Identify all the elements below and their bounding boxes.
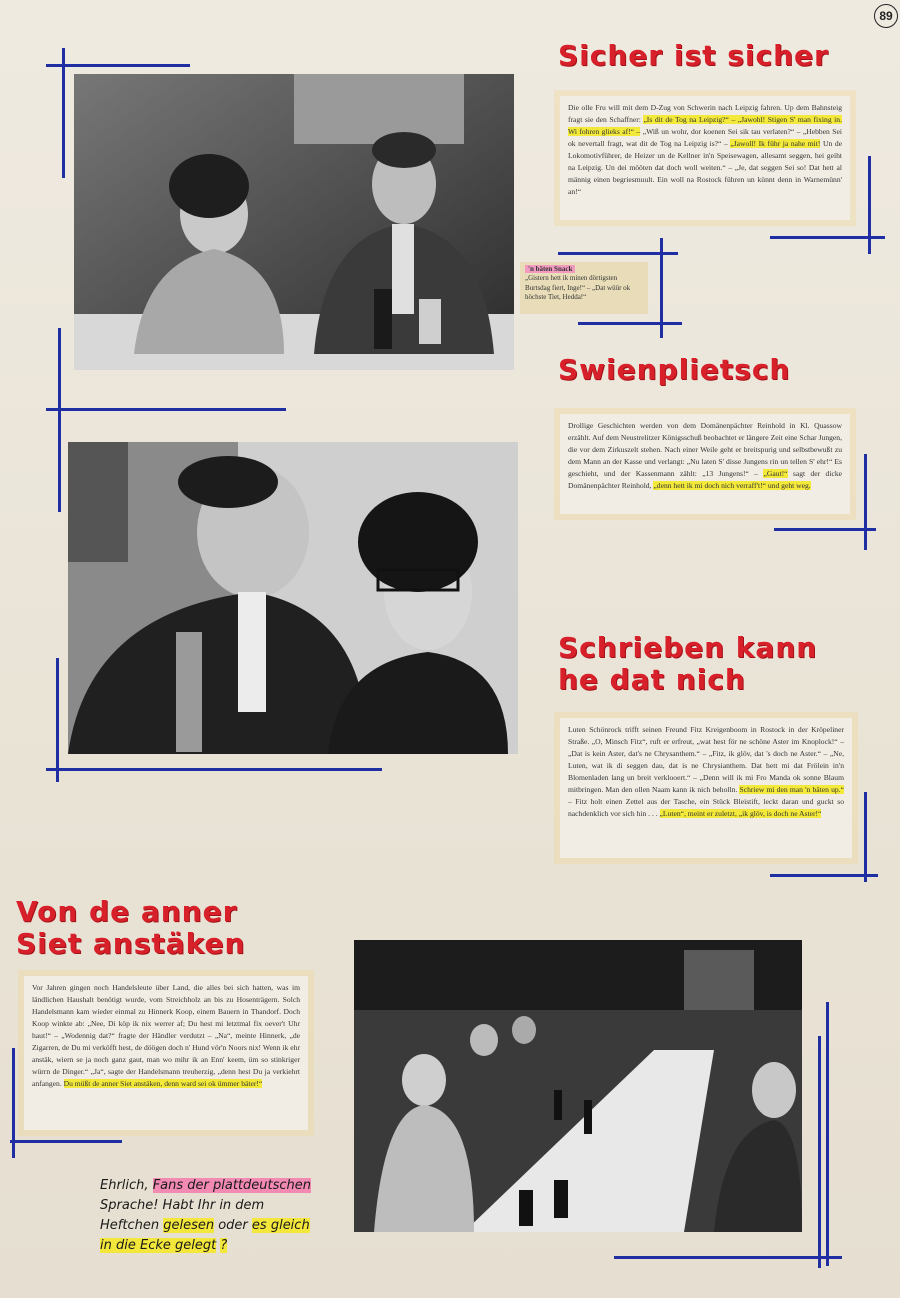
article-schrieben-kann: [560, 718, 852, 858]
handwritten-note: Ehrlich, Fans der plattdeutschen Sprache! Habt Ihr in dem Heftchen gelesen oder es gleich in die Ecke gelegt ?: [100, 1178, 312, 1254]
blue-rule: [62, 48, 65, 178]
blue-rule: [10, 1140, 122, 1143]
page-number: 89: [874, 4, 898, 28]
blue-rule: [868, 156, 871, 254]
snack-tag: 'n bäten Snack: [525, 265, 575, 273]
snack-clipping: [520, 262, 648, 314]
blue-rule: [774, 528, 876, 531]
blue-rule: [864, 454, 867, 550]
blue-rule: [578, 322, 682, 325]
blue-rule: [46, 768, 382, 771]
blue-rule: [818, 1036, 821, 1268]
article-text: Vor Jahren gingen noch Handelsleute über Land, die alles bei sich hatten, was im ländlichen Haushalt benötigt wurde, vom Streichholz an bis zu Hosenträgern. Solch Handelsmann kam wieder einmal zu Hinnerk Koop, einem Bauern in Thandorf. Doch Koop winkte ab: „Nee, Di köp ik nix werrer af; Du hest mi letztmal fix oever't Uhr haut!“ – „Wodennig dat?“ fragte der Händler verdutzt – „Na“, meinte Hinnerk, „de Zigarren, de Du mi verköfft hest, de döögen doch n' Hund vör'n Noors nix! Wenn ik ehr anstäk, wiern se ja noch ganz gaut, man wo mihr ik an Enn' keem, üm so stinkriger würrn de Dinger.“ „Ja“, sagte der Handelsmann treuherzig, „denn hest Du ja verkiehrt anfangen. Du müßt de anner Siet anstäken, denn ward sei ok ümmer bäter!“: [32, 983, 300, 1088]
article-von-de-anner: [24, 976, 308, 1130]
article-text: Die olle Fru will mit dem D-Zug von Schwerin nach Leipzig fahren. Up dem Bahnsteig fragt sie den Schaffner: „Is dit de Tog na Leipzig?“ – „Jawohl! Stigen S' man fixing in. Wi fohren glieks af!“ – „Wiß un wohr, dor koenen Sei sik tau verlaten?“ – „Hebben Sei ok nevertall fragt, wat dit de Tog na Leipzig is?“ – „Jawoll! Ik führ ja nahe mit! Un de Lokomotivführer, de Heizer un de Kellner in'n Speisewagen, allesamt seggen, hei geiht na Leipzig. Un dei mööten dat doch woll weiten.“ – „Je, dat seggen Sei so! Dat hett al männig einen begriesmuult. Ein woll na Rostock führen un künnt denn in Warnemünn' an!“: [568, 103, 842, 196]
blue-rule: [46, 64, 190, 67]
blue-rule: [864, 792, 867, 882]
headline-swienplietsch: Swienplietsch: [558, 353, 791, 386]
snack-text: „Gistern hett ik minen dörtigsten Burtsdag fiert, Inge!“ – „Dat wüür ok höchste Tiet, Hedda!“: [525, 274, 631, 302]
photo-couple-at-table: [74, 74, 514, 370]
headline-von-de-anner: Von de anner Siet anstäken: [16, 895, 246, 961]
article-text: Drollige Geschichten werden von dem Domänenpächter Reinhold in Kl. Quassow erzählt. Auf dem Neustrelitzer Königsschuß beobachtet er längere Zeit eine Schar Jungen, die vor dem Zirkuszelt stehen. Nach einer Weile geht er breitspurig und selbstbewußt zu dem Mann an der Kasse und verlangt: „Nu laten S' disse Jungens rin un tellen S' ehr!“ Es geschieht, und der Kassenmann zählt: „13 Jungens!“ – „Gaut!“ sagt der dicke Domänenpächter Reinhold, „denn hett ik mi doch nich verraff't!“ und geht weg.: [568, 421, 842, 490]
photo-banquet-table: [354, 940, 802, 1232]
blue-rule: [614, 1256, 842, 1259]
headline-schrieben-kann: Schrieben kann he dat nich: [558, 631, 818, 697]
blue-rule: [770, 874, 878, 877]
article-swienplietsch: [560, 414, 850, 514]
blue-rule: [826, 1002, 829, 1266]
article-sicher-ist-sicher: [560, 96, 850, 220]
article-text: Luten Schönrock trifft seinen Freund Fitz Kreigenboom in Rostock in der Kröpeliner Straße. „O, Minsch Fitz“, ruft er erfreut, „wat hest för ne schöne Aster im Knoplock!“ – „Dat is kein Aster, dat's ne Chrysanthem.“ – „Fitz, ik glöv, dat 's doch ne Aster.“ – „Ne, Luten, wat ik di seggen dau, dat is ne Chrysianthem. Dat hett mi dat Frölein in'n Blomenladen lang un breit verklooert.“ – „Denn will ik mi Fro Manda ok sonne Blaum mitbringen. Man den ollen Naam kann ik nich beholln. Schriew mi den man 'n bäten up.“ – Fitz holt einen Zettel aus der Tasche, ein Stück Bleistift, leckt daran und guckt so nachdenklich vor sich hin . . . „Luten“, meint er zuletzt, „ik glöv, is doch ne Aster!“: [568, 725, 844, 818]
blue-rule: [46, 408, 286, 411]
blue-rule: [58, 328, 61, 512]
headline-sicher-ist-sicher: Sicher ist sicher: [558, 39, 829, 72]
blue-rule: [660, 238, 663, 338]
photo-man-and-woman-with-glasses: [68, 442, 518, 754]
blue-rule: [12, 1048, 15, 1158]
blue-rule: [56, 658, 59, 782]
